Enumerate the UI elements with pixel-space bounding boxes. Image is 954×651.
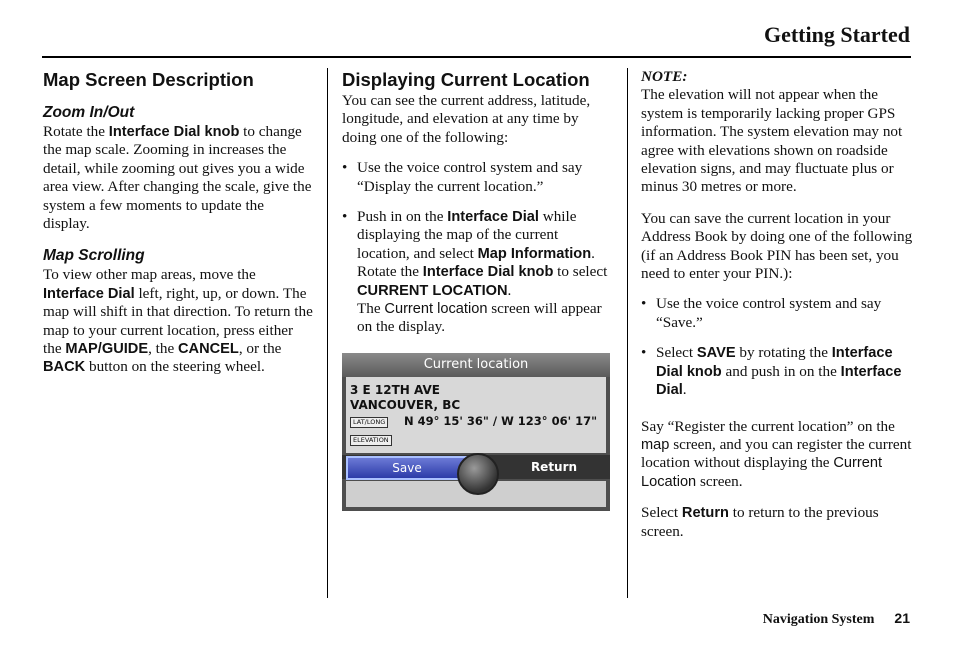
subheading-scrolling: Map Scrolling bbox=[43, 247, 145, 265]
header-rule bbox=[42, 56, 911, 58]
return-button[interactable]: Return bbox=[530, 460, 578, 474]
page-footer bbox=[763, 610, 910, 628]
intro-paragraph: You can see the current address, latitude, longitude, and elevation at any time by doing one of the following: bbox=[342, 92, 591, 146]
column-divider-right bbox=[627, 68, 628, 598]
return-paragraph: Select Return to return to the previous screen. bbox=[641, 504, 879, 540]
screen-title: Current location bbox=[342, 353, 610, 377]
section-heading-map-screen: Map Screen Description bbox=[43, 69, 254, 90]
elevation-tag: ELEVATION bbox=[350, 435, 392, 446]
address-line-1: 3 E 12TH AVE bbox=[350, 383, 440, 397]
list-item: • Push in on the Interface Dial while displaying the map of the current location, and select Map Information. Rotate the Interface Dial knob to select CURRENT LOCATION. The Current location screen will appear on the display. bbox=[342, 208, 610, 337]
page-title: Getting Started bbox=[763, 22, 910, 47]
address-line-2: VANCOUVER, BC bbox=[350, 398, 461, 412]
coordinates: N 49° 15' 36" / W 123° 06' 17" bbox=[404, 414, 598, 428]
list-item: • Use the voice control system and say “Save.” bbox=[641, 295, 913, 332]
scrolling-paragraph: To view other map areas, move the Interface Dial left, right, up, or down. The map will shift in that direction. To return the map to your current location, press either the MAP/GUIDE, the CANCEL, or the BACK button on the steering wheel. bbox=[43, 266, 313, 376]
list-item: • Select SAVE by rotating the Interface Dial knob and push in on the Interface Dial. bbox=[641, 344, 913, 399]
list-item: • Use the voice control system and say “Display the current location.” bbox=[342, 159, 610, 196]
zoom-paragraph: Rotate the Interface Dial knob to change the map scale. Zooming in increases the detail, while zooming out gives you a wide area view. After changing the scale, give the system a few moments to update the display. bbox=[43, 123, 312, 233]
column-2 bbox=[342, 66, 610, 337]
current-location-screen bbox=[342, 353, 610, 511]
column-1 bbox=[43, 66, 313, 377]
section-heading-current-location: Displaying Current Location bbox=[342, 69, 590, 90]
info-panel bbox=[346, 377, 606, 453]
register-paragraph: Say “Register the current location” on the map screen, and you can register the current location without displaying the Current Location screen. bbox=[641, 417, 912, 490]
latlong-tag: LAT/LONG bbox=[350, 417, 388, 428]
footer-label: Navigation System bbox=[762, 612, 875, 627]
note-paragraph: The elevation will not appear when the system is temporarily lacking proper GPS information. The system elevation may not agree with elevations shown on roadside elevation signs, and may fluctuate plus or minus 30 metres or more. bbox=[641, 86, 903, 196]
save-button[interactable]: Save bbox=[346, 456, 468, 480]
page-number: 21 bbox=[894, 610, 910, 626]
column-divider-left bbox=[327, 68, 328, 598]
interface-dial-icon bbox=[457, 453, 499, 495]
subheading-zoom: Zoom In/Out bbox=[43, 104, 135, 121]
column-3 bbox=[641, 68, 913, 541]
note-label: NOTE: bbox=[641, 68, 688, 85]
save-intro-paragraph: You can save the current location in your Address Book by doing one of the following (if an Address Book PIN has been set, you need to enter your PIN.): bbox=[641, 209, 913, 283]
